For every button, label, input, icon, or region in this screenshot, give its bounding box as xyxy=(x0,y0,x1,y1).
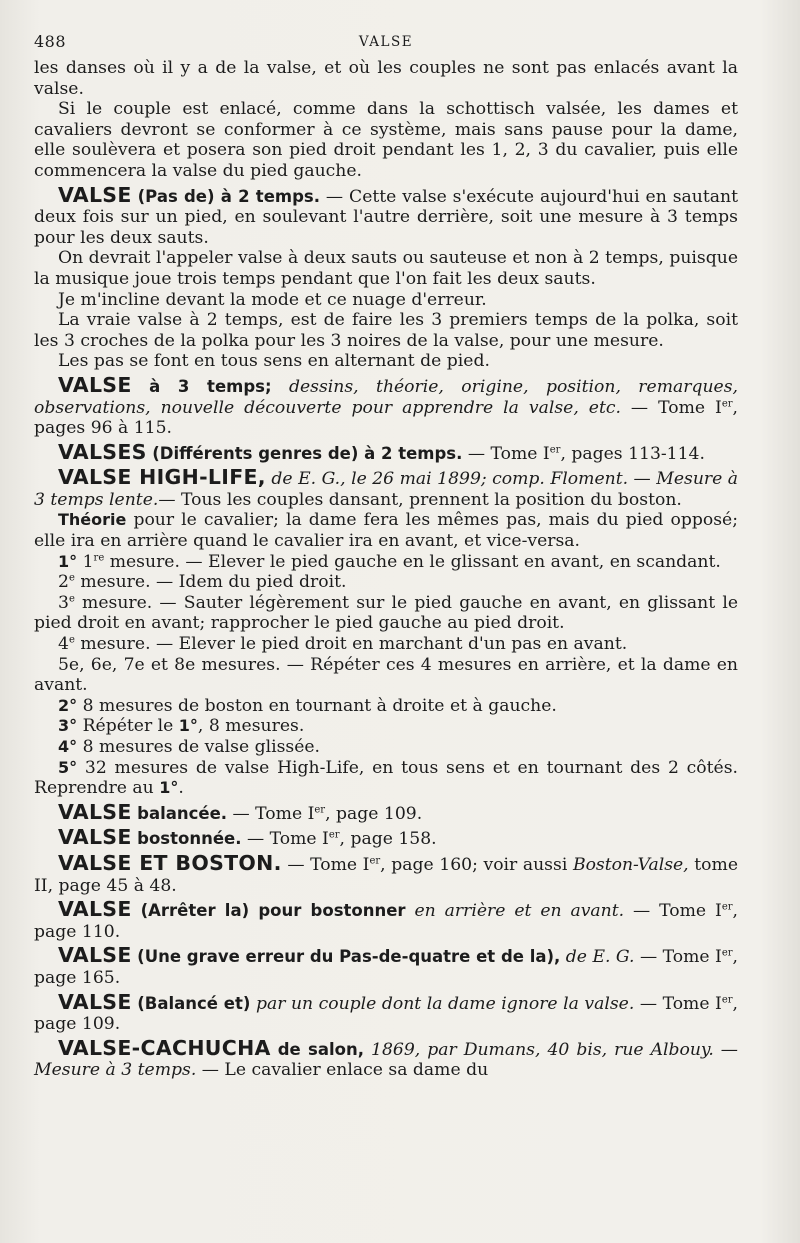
theory-paragraph: Théorie pour le cavalier; la dame fera les mêmes pas, mais du pied opposé; elle ira en arrière quand le cavalier ira en avant, et vice-versa. xyxy=(34,510,738,552)
entry-subtitle: de salon, xyxy=(277,1039,364,1059)
paragraph: Je m'incline devant la mode et ce nuage d'erreur. xyxy=(58,289,487,310)
running-head xyxy=(34,30,738,58)
step-number: 3° xyxy=(58,716,78,736)
step-4: 4° 8 mesures de valse glissée. xyxy=(58,737,321,757)
entry-subtitle: à 3 temps; xyxy=(149,376,272,396)
measure-4: 4e mesure. — Elever le pied droit en marchant d'un pas en avant. xyxy=(58,634,628,655)
paragraph: Les pas se font en tous sens en alternant de pied. xyxy=(58,351,490,372)
entry-valse-arreter: VALSE (Arrêter la) pour bostonner en arrière et en avant. — Tome Ier, page 110. xyxy=(34,897,738,942)
entry-headword: VALSE HIGH-LIFE, xyxy=(58,465,266,490)
entry-valse-bostonnee: VALSE bostonnée. — Tome Ier, page 158. xyxy=(58,825,437,850)
entry-italic: dessins, théorie, origine, position, remarques, observations, nouvelle découverte pour apprendre la valse, etc. xyxy=(34,376,738,418)
entry-valse-3-temps: VALSE à 3 temps; dessins, théorie, origine, position, remarques, observations, nouvelle découverte pour apprendre la valse, etc. — Tome Ier, pages 96 à 115. xyxy=(34,372,738,439)
entry-subtitle: balancée. xyxy=(137,803,228,823)
theory-label: Théorie xyxy=(58,510,127,530)
step-number: 1° xyxy=(58,551,78,571)
body-text xyxy=(34,58,738,1081)
step-5: 5° 32 mesures de valse High-Life, en tous sens et en tournant des 2 côtés. Reprendre au 1°. xyxy=(34,757,738,799)
step-number: 5° xyxy=(58,757,78,777)
entry-headword: VALSES xyxy=(58,439,147,464)
entry-italic: de E. G., le 26 mai 1899; comp. Floment. — Mesure à 3 temps lente. xyxy=(34,469,739,510)
entry-subtitle: (Pas de) à 2 temps. xyxy=(137,186,320,206)
entry-headword: VALSE ET BOSTON. xyxy=(58,850,282,875)
entry-subtitle: bostonnée. xyxy=(137,829,242,849)
entry-valse-et-boston: VALSE ET BOSTON. — Tome Ier, page 160; voir aussi Boston-Valse, tome II, page 45 à 48. xyxy=(34,850,738,896)
entry-headword: VALSE xyxy=(58,943,132,968)
entry-headword: VALSE xyxy=(58,989,132,1014)
measure-2: 2e mesure. — Idem du pied droit. xyxy=(58,572,347,593)
entry-headword: VALSE-CACHUCHA xyxy=(58,1035,271,1060)
measures-5-8: 5e, 6e, 7e et 8e mesures. — Répéter ces 4 mesures en arrière, et la dame en avant. xyxy=(34,654,738,696)
entry-valse-balancee: VALSE balancée. — Tome Ier, page 109. xyxy=(58,799,423,824)
step-3: 3° Répéter le 1°, 8 mesures. xyxy=(58,716,305,737)
entry-subtitle: (Différents genres de) à 2 temps. xyxy=(152,443,463,463)
step-number: 4° xyxy=(58,737,78,756)
step-1: 1° 1re mesure. — Elever le pied gauche en le glissant en avant, en scandant. xyxy=(58,551,721,572)
measure-3: 3e mesure. — Sauter légèrement sur le pied gauche en avant, en glissant le pied droit en avant; rapprocher le pied gauche au pied droit. xyxy=(34,592,738,634)
entry-valses-genres: VALSES (Différents genres de) à 2 temps. — Tome Ier, pages 113-114. xyxy=(58,439,705,464)
paragraph-continuation: les danses où il y a de la valse, et où les couples ne sont pas enlacés avant la valse. xyxy=(34,58,738,99)
entry-headword: VALSE xyxy=(58,799,132,824)
step-number: 2° xyxy=(58,695,78,715)
entry-headword: VALSE xyxy=(58,372,132,397)
entry-headword: VALSE xyxy=(58,182,132,207)
entry-valse-grave-erreur: VALSE (Une grave erreur du Pas-de-quatre et de la), de E. G. — Tome Ier, page 165. xyxy=(34,943,739,988)
paragraph: On devrait l'appeler valse à deux sauts ou sauteuse et non à 2 temps, puisque la musique joue trois temps pendant que l'on fait les deux sauts. xyxy=(34,248,738,289)
page-number: 488 xyxy=(34,32,67,51)
paragraph: Si le couple est enlacé, comme dans la schottisch valsée, les dames et cavaliers devront se conformer à ce système, mais sans pause pour la dame, elle soulèvera et posera son pied droit pendant les 1, 2, 3 du cavalier, puis elle commencera la valse du pied gauche. xyxy=(34,99,738,181)
paragraph: La vraie valse à 2 temps, est de faire les 3 premiers temps de la polka, soit les 3 croches de la polka pour les 3 noires de la valse, pour une mesure. xyxy=(34,310,738,351)
running-title: VALSE xyxy=(358,34,414,50)
entry-subtitle: (Arrêter la) pour bostonner xyxy=(140,901,406,921)
entry-subtitle: (Une grave erreur du Pas-de-quatre et de la), xyxy=(137,947,561,967)
entry-valse-cachucha: VALSE-CACHUCHA de salon, 1869, par Dumans, 40 bis, rue Albouy. — Mesure à 3 temps. — Le cavalier enlace sa dame du xyxy=(34,1035,738,1081)
entry-valse-high-life: VALSE HIGH-LIFE, de E. G., le 26 mai 1899; comp. Floment. — Mesure à 3 temps lente.— Tous les couples dansant, prennent la position du boston. xyxy=(34,465,739,510)
entry-headword: VALSE xyxy=(58,897,132,922)
step-2: 2° 8 mesures de boston en tournant à droite et à gauche. xyxy=(58,695,557,716)
entry-valse-pas-de-2-temps: VALSE (Pas de) à 2 temps. — Cette valse s'exécute aujourd'hui en sautant deux fois sur un pied, en soulevant l'autre derrière, soit une mesure à 3 temps pour les deux sauts. xyxy=(34,182,739,248)
entry-valse-balance-et: VALSE (Balancé et) par un couple dont la dame ignore la valse. — Tome Ier, page 109. xyxy=(34,989,739,1035)
entry-subtitle: (Balancé et) xyxy=(137,993,251,1013)
entry-headword: VALSE xyxy=(58,825,132,850)
